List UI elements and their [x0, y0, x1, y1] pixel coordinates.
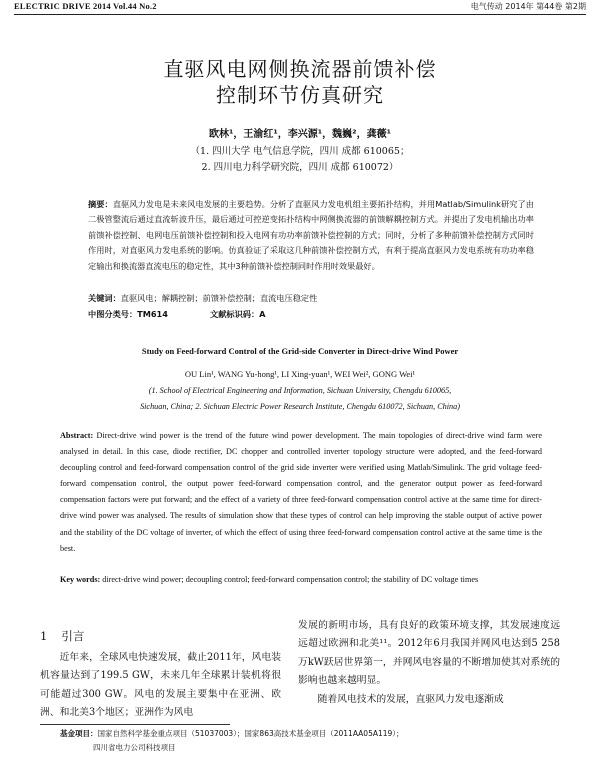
journal-header-en: ELECTRIC DRIVE 2014 Vol.44 No.2	[14, 1, 157, 11]
affiliation-en-1: (1. School of Electrical Engineering and Information, Sichuan University, Chengdu 610065,	[148, 386, 452, 395]
abstract-cn	[88, 197, 534, 274]
abstract-en	[60, 428, 542, 557]
abstract-cn-label: 摘要：	[88, 199, 113, 209]
author-list-en: OU Lin¹, WANG Yu-hong¹, LI Xing-yuan¹, WEI Wei², GONG Wei¹	[184, 369, 416, 379]
right-paragraph-2: 随着风电技术的发展，直驱风力发电逐渐成	[317, 694, 504, 706]
body-column-right	[298, 617, 560, 709]
footnote-line1: 国家自然科学基金重点项目（51037003）；国家863高技术基金项目（2011AA05A119）；	[97, 729, 404, 738]
paper-title-en: Study on Feed-forward Control of the Grid-side Converter in Direct-drive Wind Power	[141, 346, 459, 356]
paper-title-line1: 直驱风电网侧换流器前馈补偿	[163, 57, 437, 81]
author-list: 欧林¹，王渝红¹，李兴源¹，魏巍²，龚薇¹	[209, 129, 391, 140]
affiliations-en	[60, 383, 540, 414]
abstract-cn-text: 直驱风力发电是未来风电发展的主要趋势。分析了直驱风力发电机组主要拓扑结构，并用Matlab/Simulink研究了由二极管整流后通过直流斩波升压，最后通过可控逆变拓扑结构中网侧换流器的前馈解耦控制方式。并提出了发电机输出功率前馈补偿控制、电网电压前馈补偿控制和投入电网有功功率前馈补偿控制的方式；同时，分析了多种前馈补偿控制方式同时作用时，对直驱风力发电系统的影响。仿真验证了采取这几种前馈补偿控制方式，有利于提高直驱风力发电系统有功功率稳定输出和换流器直流电压的稳定性，其中3种前馈补偿控制同时作用时效果最好。	[88, 199, 534, 271]
abstract-en-label: Abstract:	[60, 431, 94, 440]
footnote-divider	[40, 724, 230, 725]
footnote-label: 基金项目：	[60, 729, 98, 738]
right-paragraph-1: 发展的新明市场，具有良好的政策环境支撑，其发展速度远远超过欧洲和北美¹¹。2012年6月我国并网风电达到5 258万kW跃居世界第一，并网风电容量的不断增加使其对系统的影响也越来越明显。	[298, 620, 560, 686]
footnote-line2: 四川省电力公司科技项目	[93, 743, 176, 752]
clc-number: 中图分类号：TM614	[88, 309, 168, 319]
affiliation-2: 2. 四川电力科学研究院，四川 成都 610072）	[201, 162, 399, 173]
keywords-en-label: Key words:	[60, 575, 101, 584]
paper-title	[0, 56, 600, 108]
section-heading-introduction	[40, 628, 84, 644]
paper-title-line2: 控制环节仿真研究	[216, 83, 384, 107]
running-header	[14, 0, 586, 15]
abstract-en-text: Direct-drive wind power is the trend of the future wind power development. The main topologies of direct-drive wind farm were analysed in detail. In this case, diode rectifier, DC chopper and controlled inverter topology structure were adopted, and the feed-forward decoupling control and feed-forward compensation control of the grid side inverter were verified using Matlab/Simulink. The grid voltage feed-forward compensation control, the output power feed-forward compensation control, and the generator output power as feed-forward compensation factors were put forward; and the effect of a variety of three feed-forward compensation control active at the same time for direct-drive wind power was analysed. The results of simulation show that these types of control can help improving the stable output of active power and the stability of the DC voltage of inverter, of which the effect of using three feed-forward compensation control active at the same time is the best.	[60, 431, 543, 553]
keywords-en	[60, 572, 542, 588]
keywords-cn	[88, 293, 534, 304]
document-code: 文献标识码：A	[210, 309, 266, 319]
keywords-cn-text: 直驱风电；解耦控制；前馈补偿控制；直流电压稳定性	[120, 293, 318, 303]
affiliation-en-2: Sichuan, China; 2. Sichuan Electric Power Research Institute, Chengdu 610072, Sichuan, China)	[140, 401, 460, 411]
affiliation-1: （1. 四川大学 电气信息学院，四川 成都 610065；	[190, 146, 410, 157]
body-column-left: 近年来，全球风电快速发展，截止2011年，风电装机容量达到了199.5 GW，未来几年全球累计装机将很可能超过300 GW。风电的发展主要集中在亚洲、欧洲、和北美3个地区；亚洲作为风电	[40, 652, 281, 718]
affiliations	[0, 144, 600, 176]
keywords-cn-label: 关键词：	[88, 293, 121, 303]
journal-header-cn: 电气传动 2014年 第44卷 第2期	[470, 2, 586, 11]
classification-line	[88, 309, 534, 320]
section-title: 引言	[61, 629, 85, 643]
funding-footnote	[60, 727, 560, 755]
keywords-en-text: direct-drive wind power; decoupling control; feed-forward compensation control; the stability of DC voltage times	[102, 575, 479, 584]
section-number: 1	[40, 629, 48, 643]
